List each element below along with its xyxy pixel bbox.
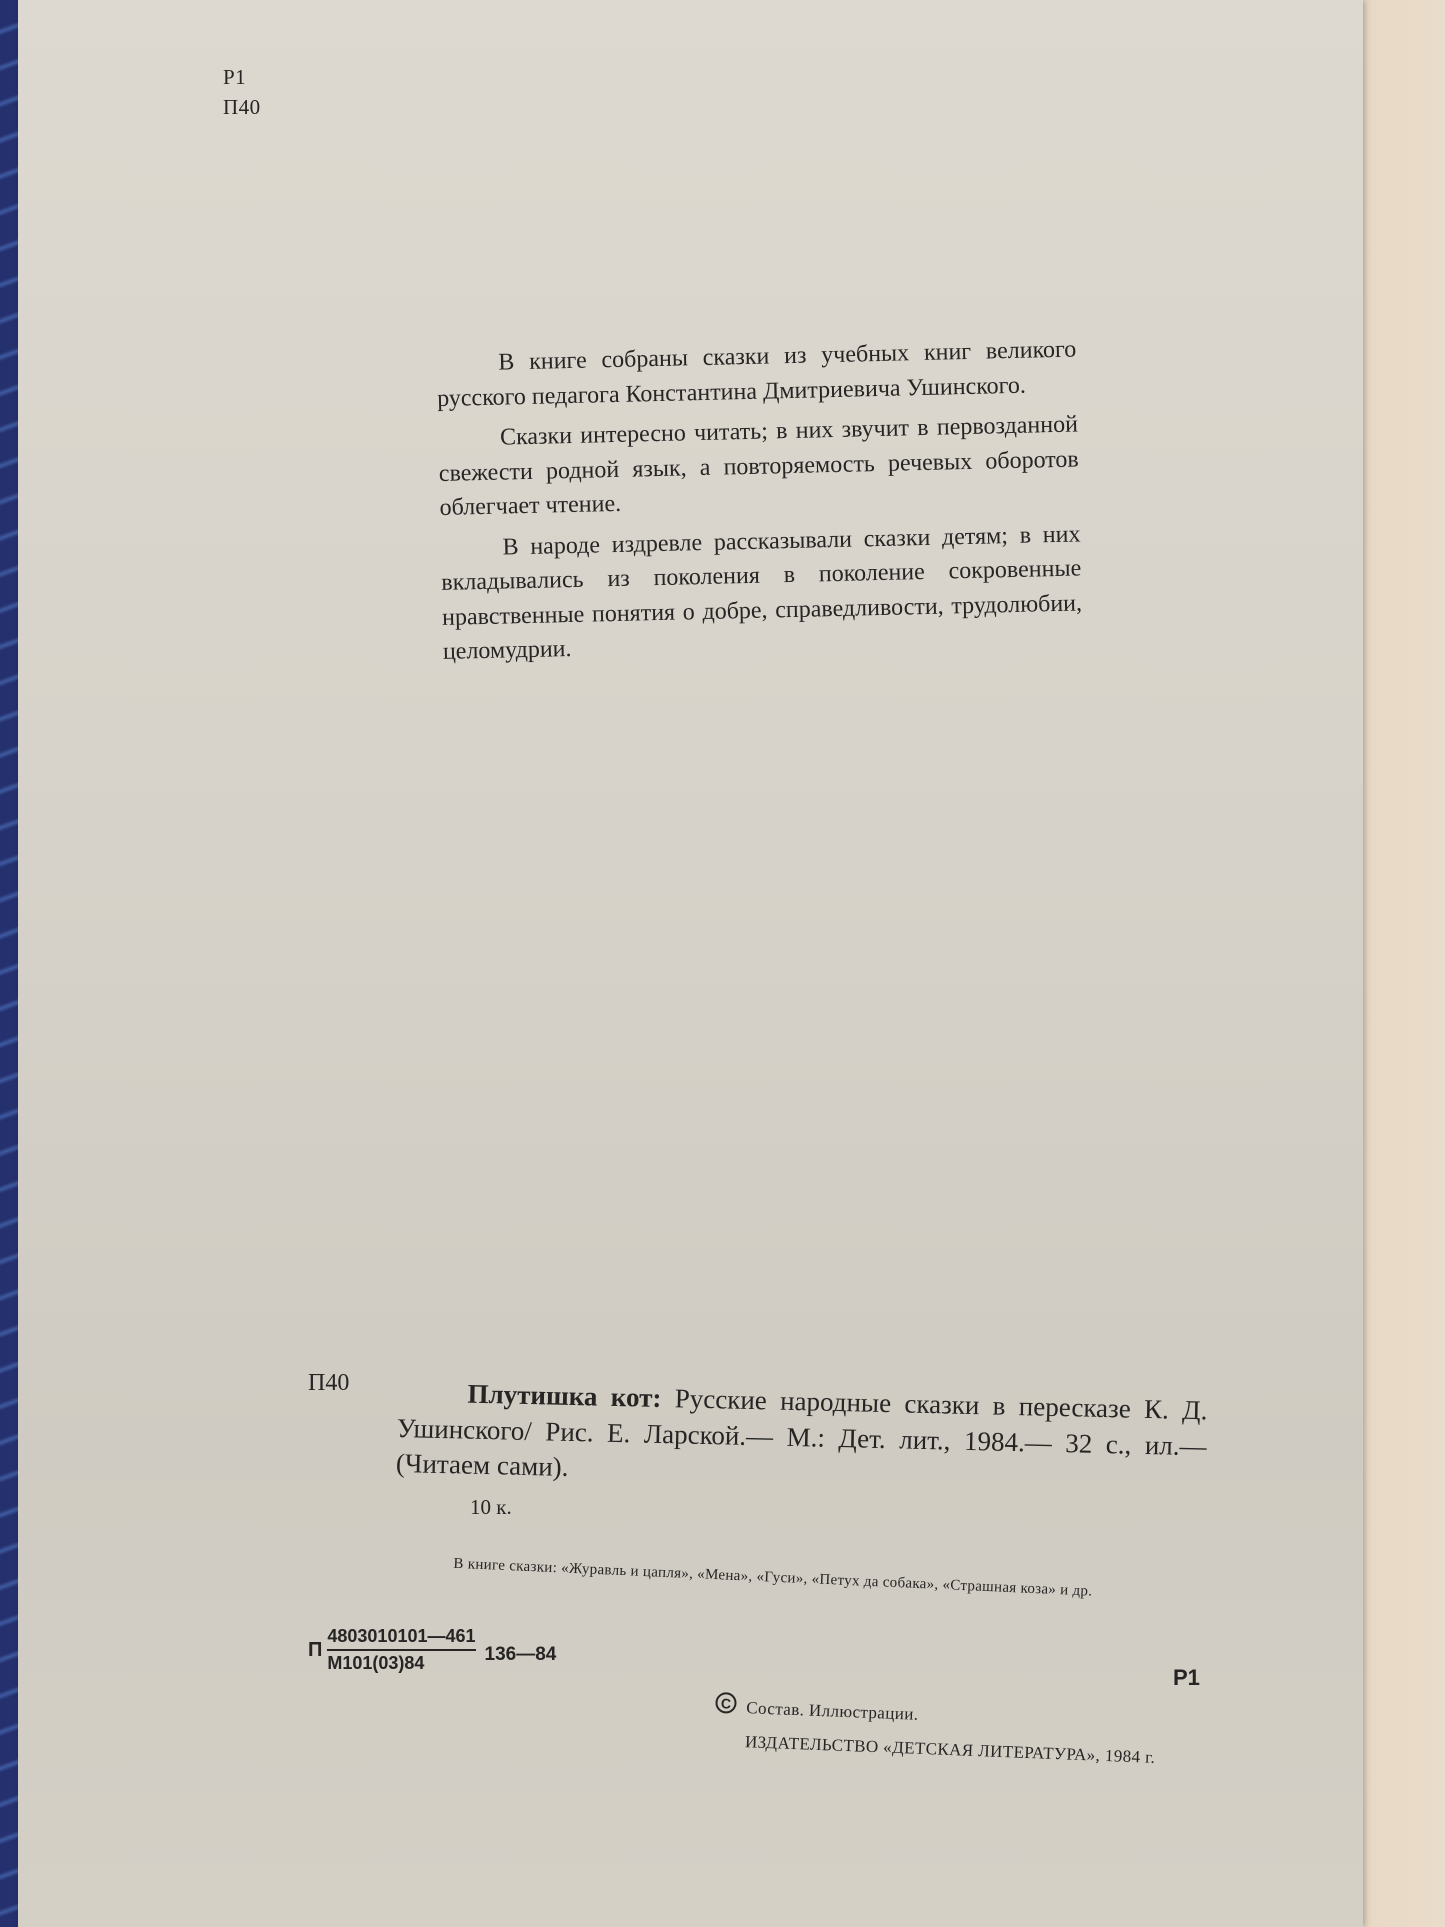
classification-codes-top bbox=[223, 62, 261, 122]
publishing-index bbox=[308, 1625, 556, 1675]
class-code-bottom: Р1 bbox=[1173, 1665, 1200, 1690]
class-code-top: Р1 bbox=[223, 65, 247, 89]
index-fraction bbox=[327, 1625, 475, 1675]
copyright-icon: C bbox=[715, 1692, 737, 1714]
catalog-card-description bbox=[396, 1375, 1208, 1500]
annotation-paragraph: Сказки интересно читать; в них звучит в первозданной свежести родной язык, а повторяемость речевых оборотов облегчает чтение. bbox=[438, 411, 1080, 521]
annotation-paragraph: В книге собраны сказки из учебных книг великого русского педагога Константина Дмитриевича Ушинского. bbox=[436, 336, 1077, 412]
bibliographic-details: Русские народные сказки в пересказе К. Д. Ушинского/ Рис. Е. Ларской.— М.: Дет. лит., 1984.— 32 с., ил.— (Читаем сами). bbox=[395, 1383, 1208, 1482]
index-prefix: П bbox=[308, 1638, 323, 1661]
index-numerator: 4803010101—461 bbox=[327, 1625, 475, 1651]
price: 10 к. bbox=[470, 1495, 512, 1519]
annotation-text bbox=[436, 332, 1083, 675]
annotation-paragraph: В народе издревле рассказывали сказки детям; в них вкладывались из поколения в поколение сокровенные нравственные понятия о добре, справедливости, трудолюбии, целомудрии. bbox=[441, 520, 1083, 665]
index-code-top: П40 bbox=[223, 95, 261, 119]
index-denominator: М101(03)84 bbox=[327, 1653, 425, 1673]
catalog-card-index: П40 bbox=[308, 1370, 350, 1396]
book-page bbox=[18, 0, 1363, 1927]
index-suffix: 136—84 bbox=[484, 1644, 557, 1665]
copyright-line: Состав. Иллюстрации. bbox=[745, 1698, 919, 1724]
book-title: Плутишка кот: bbox=[467, 1378, 662, 1413]
copyright-block bbox=[713, 1690, 1157, 1775]
contents-note: В книге сказки: «Журавль и цапля», «Мена», «Гуси», «Петух да собака», «Страшная коза» и др. bbox=[453, 1555, 1093, 1600]
publisher-line: ИЗДАТЕЛЬСТВО «ДЕТСКАЯ ЛИТЕРАТУРА», 1984 г. bbox=[744, 1732, 1156, 1767]
